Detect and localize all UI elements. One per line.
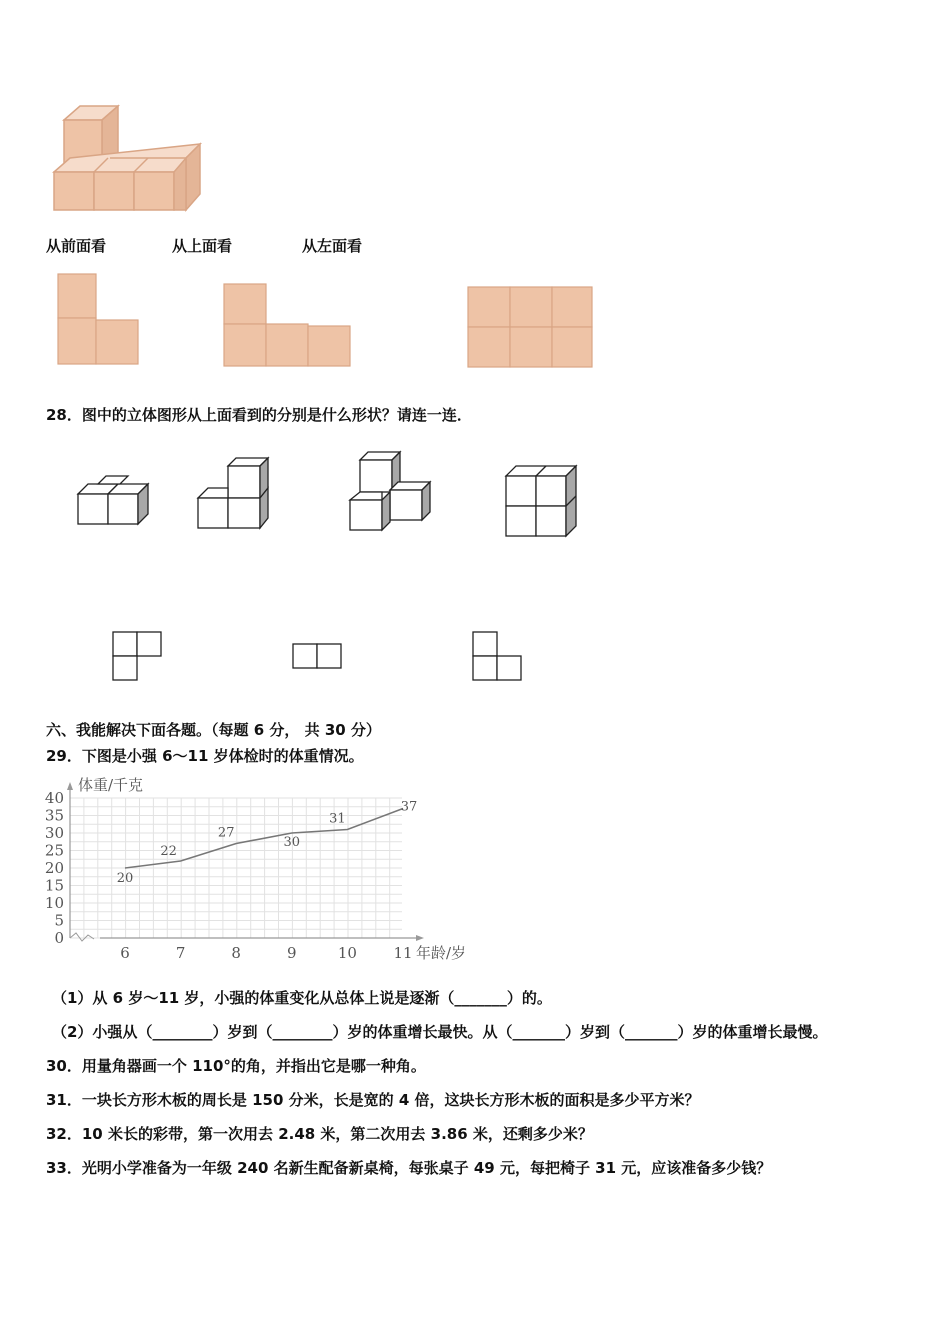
question-30: 30．用量角器画一个 110°的角，并指出它是哪一种角。 [46, 1057, 426, 1075]
top-shape-b [292, 643, 344, 671]
x-tick-label: 9 [287, 944, 297, 962]
data-label: 22 [160, 844, 177, 859]
y-tick-label: 20 [44, 859, 64, 877]
weight-line-chart [40, 770, 500, 970]
data-label: 27 [217, 825, 235, 841]
y-tick-label: 25 [44, 841, 64, 860]
section-6-heading: 六、我能解决下面各题。（每题 6 分， 共 30 分） [46, 721, 381, 739]
top-shape-a [112, 631, 164, 683]
y-tick-label: 15 [44, 876, 64, 895]
y-axis-arrow [67, 782, 73, 790]
question-28: 28．图中的立体图形从上面看到的分别是什么形状？请连一连． [46, 406, 472, 424]
data-label: 30 [283, 835, 301, 850]
y-tick-label: 40 [44, 789, 64, 807]
x-tick-label: 10 [337, 944, 357, 962]
data-label: 20 [116, 871, 134, 886]
y-tick-label: 0 [54, 929, 64, 947]
question-29-part-2: （2）小强从（________）岁到（________）岁的体重增长最快。从（_______）岁到（_______）岁的体重增长最慢。 [52, 1023, 828, 1041]
solid-figure-2 [196, 456, 276, 530]
question-29-part-1: （1）从 6 岁～11 岁，小强的体重变化从总体上说是逐渐（_______）的。 [52, 989, 552, 1007]
x-axis-label: 年龄/岁 [416, 944, 467, 962]
left-view-shape [466, 285, 596, 371]
data-label: 31 [329, 811, 346, 827]
top-view-label: 从上面看 [172, 237, 233, 255]
y-tick-label: 35 [44, 806, 64, 825]
data-label: 37 [400, 799, 418, 815]
question-32: 32．10 米长的彩带，第一次用去 2.48 米，第二次用去 3.86 米，还剩多少米？ [46, 1125, 593, 1143]
left-view-label: 从左面看 [302, 237, 363, 255]
question-31: 31．一块长方形木板的周长是 150 分米，长是宽的 4 倍，这块长方形木板的面积是多少平方米？ [46, 1091, 700, 1109]
x-axis-arrow [416, 935, 424, 941]
y-axis-label: 体重/千克 [78, 776, 144, 794]
x-tick-label: 8 [231, 944, 241, 962]
x-tick-label: 6 [120, 944, 130, 962]
solid-figure-4 [504, 464, 584, 540]
y-tick-label: 30 [44, 824, 64, 842]
axis-break-mark [70, 933, 94, 941]
top-view-shape [222, 282, 354, 370]
x-tick-label: 7 [175, 944, 186, 962]
x-tick-label: 11 [393, 944, 413, 962]
front-view-label: 从前面看 [46, 237, 107, 255]
cube-solid-illustration [50, 102, 210, 217]
question-33: 33．光明小学准备为一年级 240 名新生配备新桌椅，每张桌子 49 元，每把椅子 31 元，应该准备多少钱？ [46, 1159, 772, 1177]
question-29: 29．下图是小强 6～11 岁体检时的体重情况。 [46, 747, 364, 765]
y-tick-label: 10 [44, 894, 64, 912]
top-shape-c [472, 631, 524, 683]
front-view-shape [56, 272, 146, 368]
solid-figure-1 [76, 472, 156, 528]
y-tick-label: 5 [54, 911, 64, 930]
solid-figure-3 [348, 450, 438, 534]
